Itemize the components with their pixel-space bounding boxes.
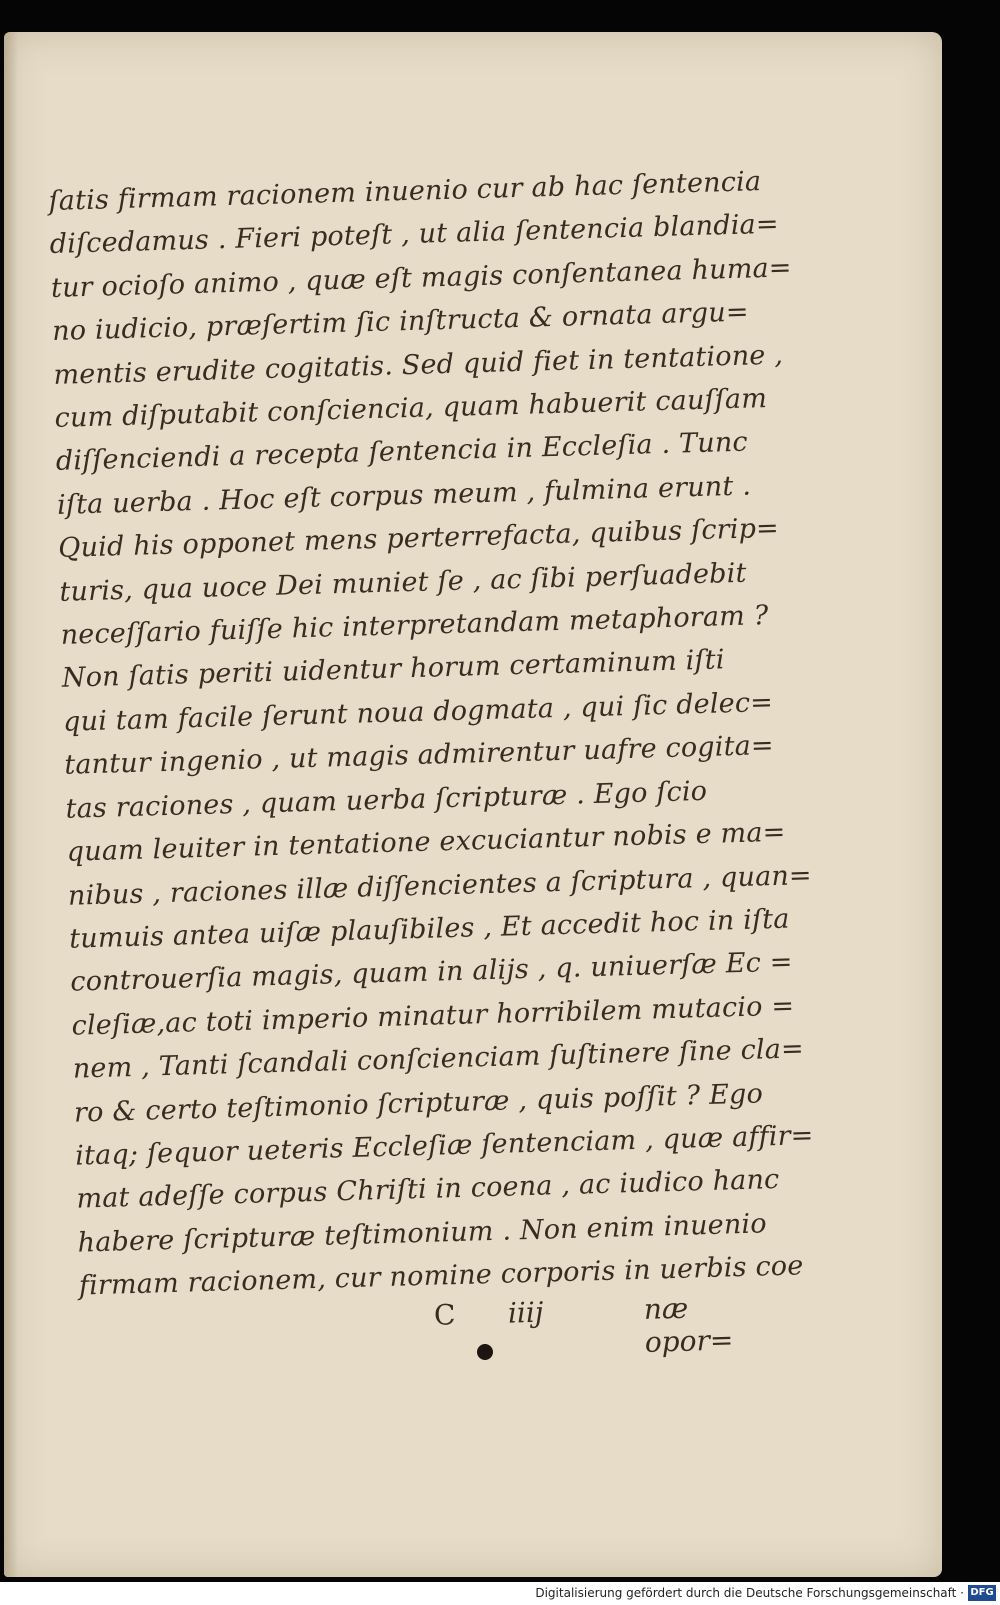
text-line: tumuis antea uiſæ plauſibiles , Et accedit hoc in iſta [68, 903, 790, 955]
book-page [4, 32, 942, 1577]
page-footer [433, 1289, 775, 1359]
text-line: diſcedamus . Fieri poteſt , ut alia ſentencia blandia= [49, 209, 780, 261]
credit-bar [0, 1582, 1000, 1605]
text-line: ro & certo teſtimonio ſcripturæ , quis poſſit ? Ego [73, 1077, 764, 1129]
text-block [48, 160, 814, 1308]
text-line: Quid his opponet mens perterrefacta, quibus ſcrip= [57, 512, 780, 565]
text-line: diſſenciendi a recepta ſentencia in Eccleſia . Tunc [55, 427, 749, 478]
page-edge-shadow [4, 32, 18, 1577]
signature-mark: C [433, 1298, 456, 1332]
text-line: qui tam facile ſerunt noua dogmata , qui ſic delec= [62, 686, 774, 738]
text-line: tur ocioſo animo , quæ eſt magis conſentanea huma= [50, 252, 793, 304]
text-line: neceſſario fuiſſe hic interpretandam metaphoram ? [60, 600, 769, 651]
text-line: nem , Tanti ſcandali conſcienciam ſuſtinere ſine cla= [72, 1033, 805, 1085]
text-line: mentis erudite cogitatis. Sed quid fiet in tentatione , [53, 339, 784, 391]
text-line: cleſiæ,ac toti imperio minatur horribilem mutacio = [71, 990, 795, 1042]
text-line: nibus , raciones illæ diſſencientes a ſcriptura , quan= [67, 859, 813, 912]
text-line: habere ſcripturæ teſtimonium . Non enim inuenio [77, 1208, 768, 1259]
ink-dot [477, 1344, 493, 1360]
text-line: Non ſatis periti uidentur horum certaminum iſti [61, 644, 726, 695]
text-line: ſatis firmam racionem inuenio cur ab hac ſentencia [48, 166, 762, 217]
text-line: cum diſputabit conſciencia, quam habuerit cauſſam [54, 383, 768, 434]
text-line: turis, qua uoce Dei muniet ſe , ac ſibi perſuadebit [59, 557, 747, 608]
text-line: iſta uerba . Hoc eſt corpus meum , fulmina erunt . [56, 470, 752, 521]
signature-number: iiij [507, 1295, 544, 1330]
text-line: itaq; ſequor ueteris Eccleſiæ ſentenciam , quæ affir= [74, 1119, 814, 1172]
text-line: tantur ingenio , ut magis admirentur uafre cogita= [63, 730, 775, 782]
catchword: næ opor= [643, 1291, 734, 1359]
text-line: tas raciones , quam uerba ſcripturæ . Ego ſcio [65, 775, 708, 825]
text-line: firmam racionem, cur nomine corporis in uerbis coe [78, 1250, 804, 1302]
text-line: controuerſia magis, quam in alijs , q. uniuerſæ Ec = [69, 946, 794, 998]
text-line: no iudicio, præſertim ſic inſtructa & ornata argu= [51, 296, 750, 348]
dfg-logo: DFG [968, 1585, 996, 1601]
credit-text: Digitalisierung gefördert durch die Deutsche Forschungsgemeinschaft · [535, 1586, 964, 1600]
text-line: mat adeſſe corpus Chriſti in coena , ac iudico hanc [76, 1164, 780, 1215]
text-line: quam leuiter in tentatione excuciantur nobis e ma= [66, 816, 786, 868]
